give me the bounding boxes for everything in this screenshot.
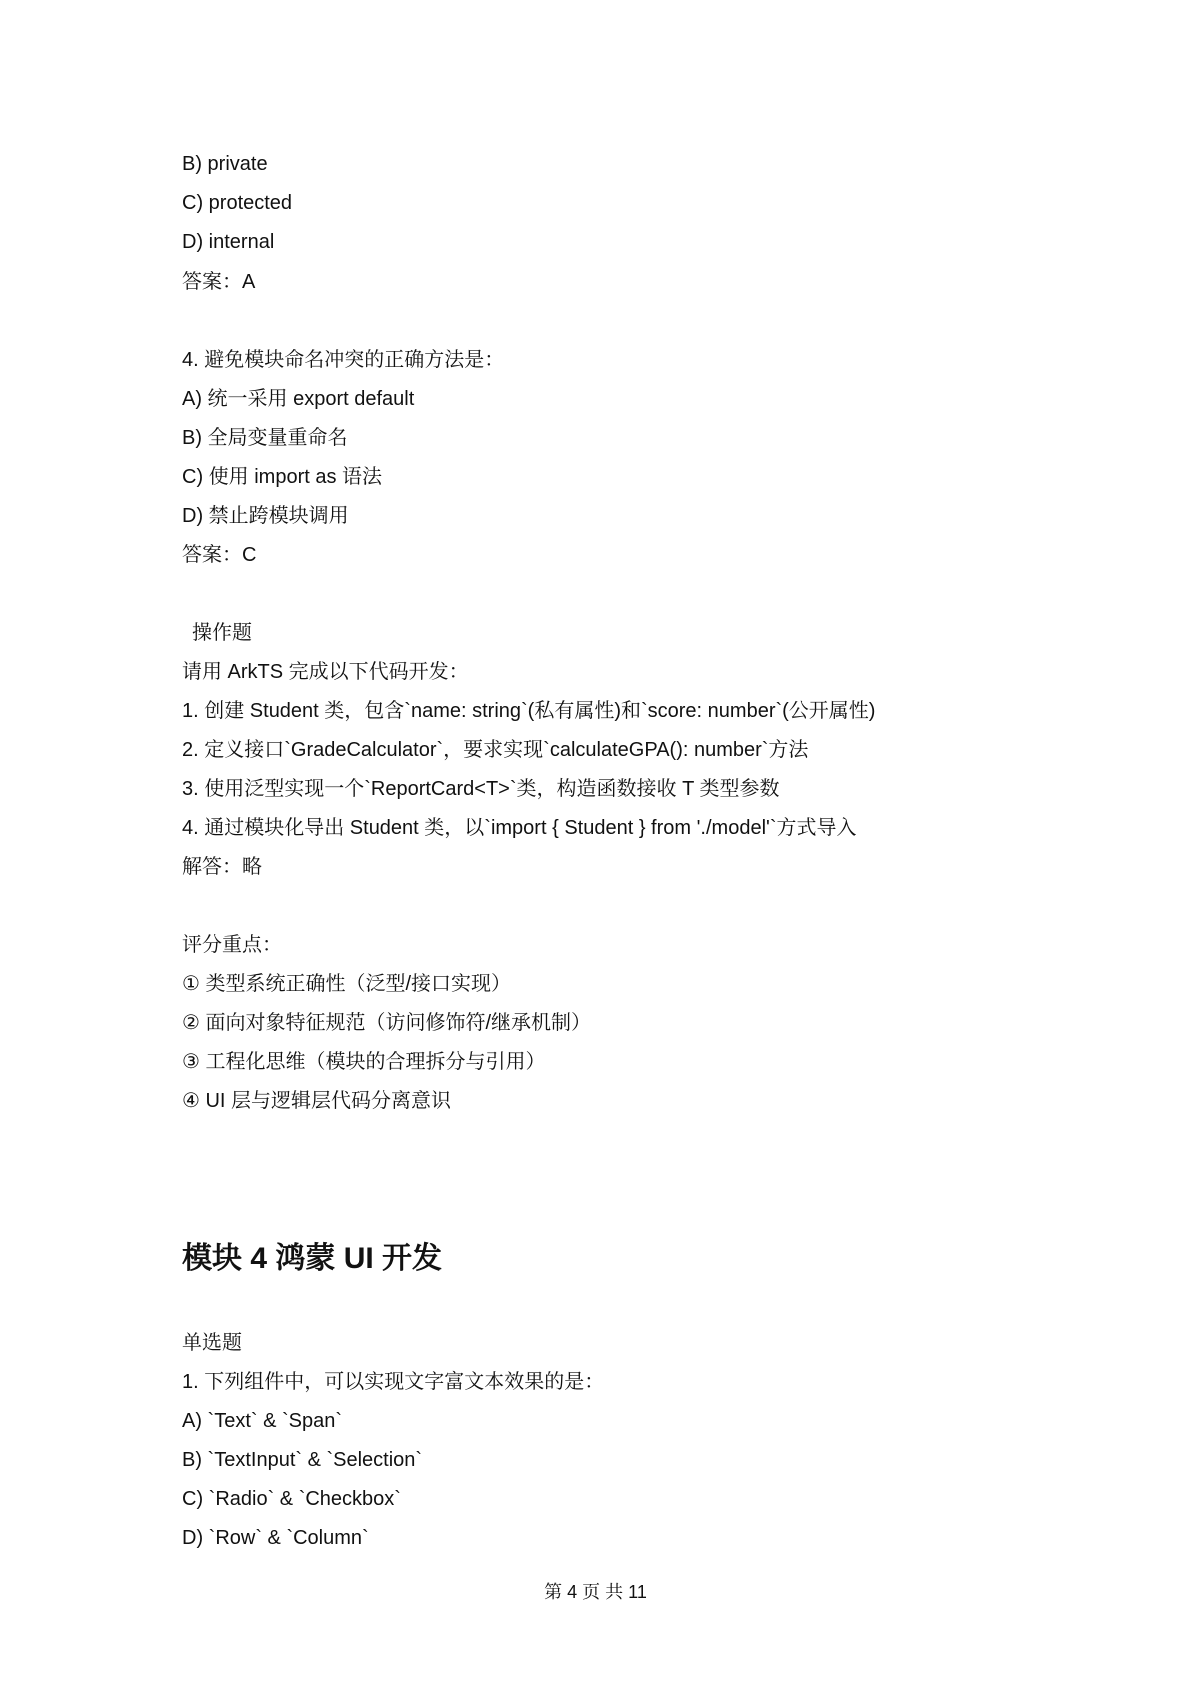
question-4: 4. 避免模块命名冲突的正确方法是： bbox=[182, 349, 505, 371]
option-c: C) protected bbox=[182, 192, 293, 214]
option-d: D) internal bbox=[182, 231, 275, 253]
task-item-2: 2. 定义接口`GradeCalculator`，要求实现`calculateGPA(): number`方法 bbox=[182, 739, 809, 761]
answer: 答案：A bbox=[182, 271, 256, 293]
task-item-4: 4. 通过模块化导出 Student 类，以`import { Student } from './model'`方式导入 bbox=[182, 817, 857, 839]
option-b: B) 全局变量重命名 bbox=[182, 427, 348, 449]
answer: 答案：C bbox=[182, 544, 257, 566]
module-heading: 模块 4 鸿蒙 UI 开发 bbox=[182, 1242, 443, 1275]
grading-point-4: ④ UI 层与逻辑层代码分离意识 bbox=[182, 1090, 452, 1112]
task-intro: 请用 ArkTS 完成以下代码开发： bbox=[182, 661, 469, 683]
grading-point-2: ② 面向对象特征规范（访问修饰符/继承机制） bbox=[182, 1012, 592, 1034]
grading-point-1: ① 类型系统正确性（泛型/接口实现） bbox=[182, 973, 512, 995]
option-d: D) `Row` & `Column` bbox=[182, 1527, 369, 1549]
page-footer: 第 4 页 共 11 bbox=[544, 1582, 647, 1602]
section-label: 单选题 bbox=[182, 1332, 242, 1354]
option-b: B) `TextInput` & `Selection` bbox=[182, 1449, 423, 1471]
option-c: C) `Radio` & `Checkbox` bbox=[182, 1488, 401, 1510]
option-a: A) 统一采用 export default bbox=[182, 388, 415, 410]
option-c: C) 使用 import as 语法 bbox=[182, 466, 383, 488]
section-label: 操作题 bbox=[192, 622, 252, 644]
option-a: A) `Text` & `Span` bbox=[182, 1410, 343, 1432]
question-1: 1. 下列组件中，可以实现文字富文本效果的是： bbox=[182, 1371, 605, 1393]
grading-point-3: ③ 工程化思维（模块的合理拆分与引用） bbox=[182, 1051, 546, 1073]
task-item-1: 1. 创建 Student 类，包含`name: string`(私有属性)和`score: number`(公开属性) bbox=[182, 700, 876, 722]
task-item-3: 3. 使用泛型实现一个`ReportCard<T>`类，构造函数接收 T 类型参数 bbox=[182, 778, 780, 800]
grading-title: 评分重点： bbox=[182, 934, 282, 956]
option-b: B) private bbox=[182, 153, 268, 175]
option-d: D) 禁止跨模块调用 bbox=[182, 505, 349, 527]
solution: 解答：略 bbox=[182, 856, 262, 878]
